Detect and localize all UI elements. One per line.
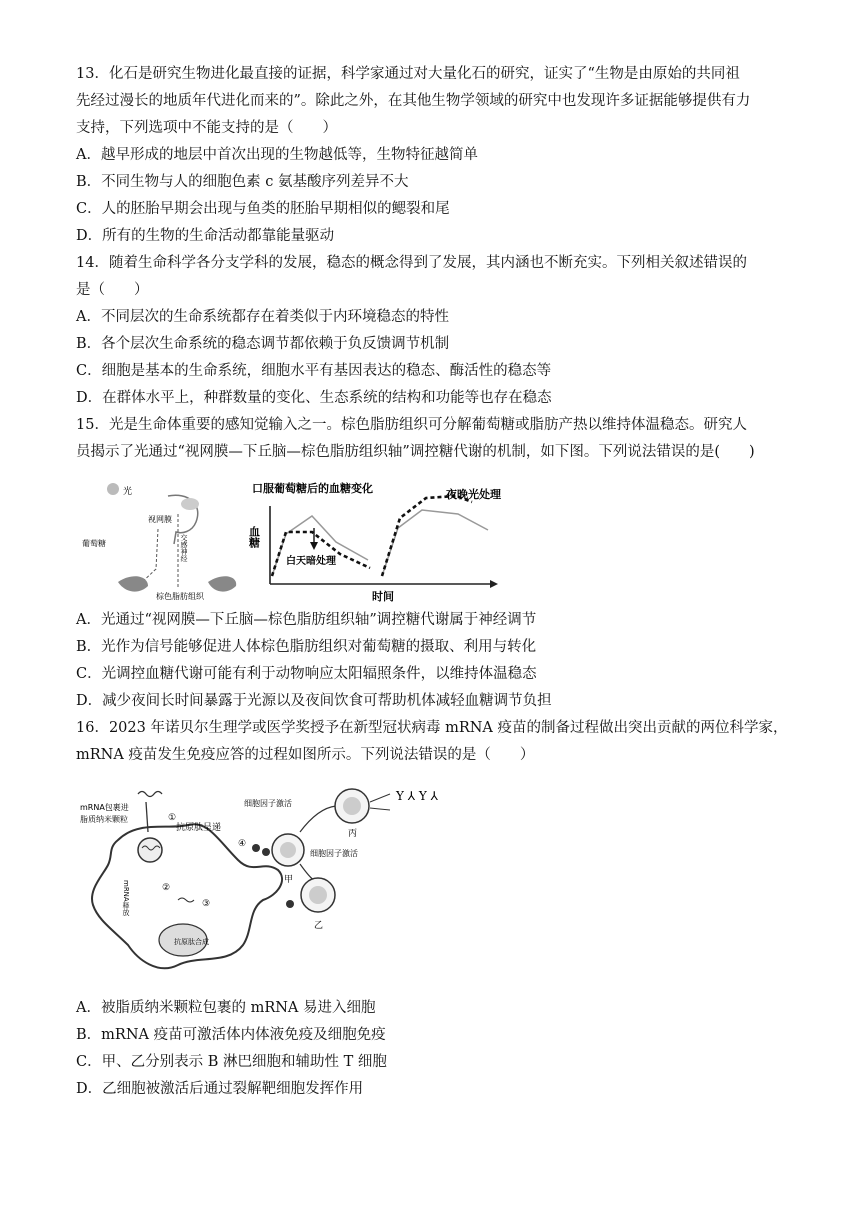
q13-option-b: B．不同生物与人的细胞色素 c 氨基酸序列差异不大 — [76, 174, 409, 190]
peptide-dot-3 — [286, 900, 294, 908]
step-3-label: ③ — [202, 899, 211, 909]
step-2-label: ② — [162, 883, 171, 893]
q16-option-d: D．乙细胞被激活后通过裂解靶细胞发挥作用 — [76, 1081, 364, 1097]
free-mrna-squiggle — [138, 792, 162, 797]
step-4-label: ④ — [238, 839, 247, 849]
series-first-control — [272, 516, 368, 576]
cytokine-label-top: 细胞因子激活 — [244, 799, 292, 808]
q15-anatomy-figure — [78, 474, 243, 606]
chart-title: 口服葡萄糖后的血糖变化 — [252, 482, 373, 495]
q14-option-d: D．在群体水平上，种群数量的变化、生态系统的结构和功能等也存在稳态 — [76, 390, 552, 406]
cell-bing-label: 丙 — [348, 829, 358, 839]
q13-stem-line-3: 支持，下列选项中不能支持的是（ ） — [76, 120, 337, 136]
series-second-light-treatment — [382, 496, 472, 576]
cytokine-label-bottom: 细胞因子激活 — [310, 849, 358, 858]
wrap-label-line-1: mRNA包裹进 — [80, 803, 129, 812]
cell-jia-nucleus — [280, 842, 296, 858]
series-first-dark-treatment — [272, 532, 370, 576]
q14-stem-line-2: 是（ ） — [76, 282, 149, 298]
cytokine-arrow-top — [300, 806, 336, 832]
q16-option-c: C．甲、乙分别表示 B 淋巴细胞和辅助性 T 细胞 — [76, 1054, 387, 1070]
q16-stem-line-1: 16．2023 年诺贝尔生理学或医学奖授予在新型冠状病毒 mRNA 疫苗的制备过程做出突出贡献的两位科学家， — [76, 720, 788, 736]
day-dark-label: 白天暗处理 — [286, 556, 336, 567]
step-1-label: ① — [168, 813, 177, 823]
antibodies-icon: Y ⅄ Y ⅄ — [396, 789, 438, 803]
y-axis-label: 血糖 — [247, 526, 261, 548]
q15-option-b: B．光作为信号能够促进人体棕色脂肪组织对葡萄糖的摄取、利用与转化 — [76, 639, 537, 655]
light-label: 光 — [123, 487, 133, 497]
glucose-label: 葡萄糖 — [82, 539, 106, 548]
q14-option-a: A．不同层次的生命系统都存在着类似于内环境稳态的特性 — [76, 309, 449, 325]
wrap-label-line-2: 脂质纳米颗粒 — [80, 815, 128, 824]
q16-stem-line-2: mRNA 疫苗发生免疫应答的过程如图所示。下列说法错误的是（ ） — [76, 747, 535, 763]
night-light-label: 夜晚光处理 — [446, 488, 501, 501]
q14-option-b: B．各个层次生命系统的稳态调节都依赖于负反馈调节机制 — [76, 336, 450, 352]
brain-shape — [181, 498, 199, 510]
q15-stem-line-2: 员揭示了光通过“视网膜—下丘脑—棕色脂肪组织轴”调控糖代谢的机制，如下图。下列说法错误的是( ) — [76, 444, 755, 460]
q16-option-b: B．mRNA 疫苗可激活体内体液免疫及细胞免疫 — [76, 1027, 386, 1043]
right-bat-pad — [208, 576, 236, 591]
cell-bing-nucleus — [343, 797, 361, 815]
light-path — [140, 529, 158, 584]
q15-glucose-chart — [247, 476, 510, 603]
peptide-dot-2 — [262, 848, 270, 856]
series-second-control — [382, 510, 488, 576]
retina-label: 视网膜 — [148, 515, 172, 524]
cell-yi-nucleus — [309, 886, 327, 904]
cytokine-arrow-bottom — [300, 864, 314, 880]
q16-immune-figure — [78, 780, 478, 980]
q16-option-a: A．被脂质纳米颗粒包裹的 mRNA 易进入细胞 — [76, 1000, 376, 1016]
antibody-arrow-2 — [370, 808, 390, 810]
bat-label: 棕色脂肪组织 — [156, 592, 204, 601]
q14-option-c: C．细胞是基本的生命系统，细胞水平有基因表达的稳态、酶活性的稳态等 — [76, 363, 552, 379]
q13-stem-line-2: 先经过漫长的地质年代进化而来的”。除此之外，在其他生物学领域的研究中也发现许多证据能够提供有力 — [76, 93, 751, 109]
x-axis-arrow — [490, 580, 498, 588]
nerve-label: 交感神经 — [180, 534, 188, 562]
dark-annotation-arrowhead — [310, 542, 318, 550]
released-mrna-squiggle — [178, 898, 194, 902]
x-axis-label: 时间 — [372, 590, 394, 603]
left-bat-pad — [118, 576, 148, 591]
antibody-arrow-1 — [370, 794, 390, 802]
q13-option-a: A．越早形成的地层中首次出现的生物越低等，生物特征越简单 — [76, 147, 478, 163]
present-label: 抗原肽呈递 — [176, 823, 222, 833]
q13-stem-line-1: 13．化石是研究生物进化最直接的证据，科学家通过对大量化石的研究，证实了“生物是由原始的共同祖 — [76, 66, 740, 82]
synth-label: 抗原肽合成 — [174, 938, 209, 946]
q13-option-d: D．所有的生物的生命活动都靠能量驱动 — [76, 228, 335, 244]
light-source-icon — [107, 483, 119, 495]
q15-stem-line-1: 15．光是生命体重要的感知觉输入之一。棕色脂肪组织可分解葡萄糖或脂肪产热以维持体温稳态。研究人 — [76, 417, 747, 433]
release-label: mRNA释放 — [122, 880, 130, 916]
q15-option-d: D．减少夜间长时间暴露于光源以及夜间饮食可帮助机体减轻血糖调节负担 — [76, 693, 552, 709]
peptide-dot-1 — [252, 844, 260, 852]
q15-option-a: A．光通过“视网膜—下丘脑—棕色脂肪组织轴”调控糖代谢属于神经调节 — [76, 612, 537, 628]
q15-option-c: C．光调控血糖代谢可能有利于动物响应太阳辐照条件，以维持体温稳态 — [76, 666, 537, 682]
q14-stem-line-1: 14．随着生命科学各分支学科的发展，稳态的概念得到了发展，其内涵也不断充实。下列相关叙述错误的 — [76, 255, 747, 271]
cell-yi-label: 乙 — [314, 921, 324, 931]
q13-option-c: C．人的胚胎早期会出现与鱼类的胚胎早期相似的鳃裂和尾 — [76, 201, 450, 217]
cell-jia-label: 甲 — [284, 875, 294, 885]
